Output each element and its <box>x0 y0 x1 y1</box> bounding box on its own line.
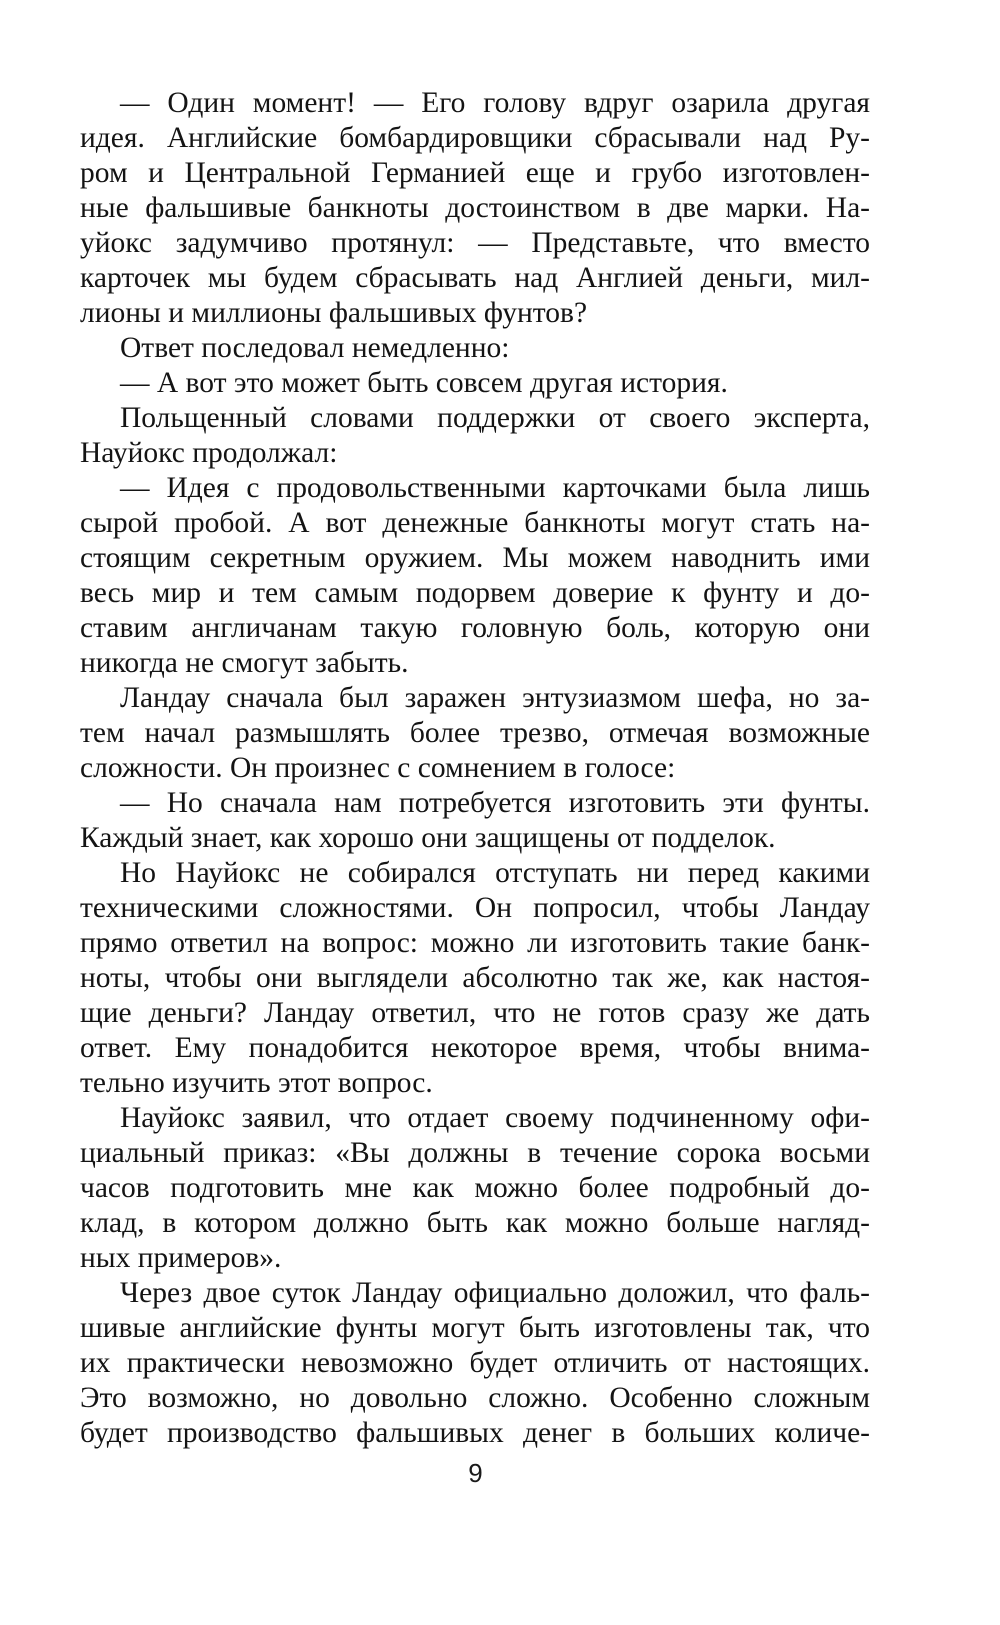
text-line: Науйокс заявил, что отдает своему подчиненному офи- <box>120 1102 870 1134</box>
paragraph <box>80 366 870 401</box>
text-line: Это возможно, но довольно сложно. Особенно сложным <box>80 1382 870 1414</box>
paragraph <box>80 786 870 856</box>
paragraph <box>80 1101 870 1276</box>
text-line: прямо ответил на вопрос: можно ли изготовить такие банк- <box>80 927 870 959</box>
page-body <box>80 86 870 1451</box>
paragraph <box>80 401 870 471</box>
paragraph <box>80 1276 870 1451</box>
paragraph <box>80 471 870 681</box>
text-line: лионы и миллионы фальшивых фунтов? <box>80 297 588 329</box>
text-line: тем начал размышлять более трезво, отмечая возможные <box>80 717 870 749</box>
text-line: Каждый знает, как хорошо они защищены от подделок. <box>80 822 776 854</box>
text-line: сложности. Он произнес с сомнением в голосе: <box>80 752 676 784</box>
text-line: Ответ последовал немедленно: <box>120 332 510 364</box>
text-line: их практически невозможно будет отличить от настоящих. <box>80 1347 870 1379</box>
text-line: часов подготовить мне как можно более подробный до- <box>80 1172 870 1204</box>
text-line: никогда не смогут забыть. <box>80 647 409 679</box>
text-line: ные фальшивые банкноты достоинством в две марки. На- <box>80 192 870 224</box>
text-line: — Один момент! — Его голову вдруг озарила другая <box>120 87 870 119</box>
text-line: Науйокс продолжал: <box>80 437 338 469</box>
text-line: шивые английские фунты могут быть изготовлены так, что <box>80 1312 870 1344</box>
text-line: стоящим секретным оружием. Мы можем наводнить ими <box>80 542 870 574</box>
text-line: карточек мы будем сбрасывать над Англией деньги, мил- <box>80 262 870 294</box>
text-line: ставим англичанам такую головную боль, которую они <box>80 612 870 644</box>
paragraph <box>80 331 870 366</box>
text-line: щие деньги? Ландау ответил, что не готов сразу же дать <box>80 997 870 1029</box>
text-line: тельно изучить этот вопрос. <box>80 1067 433 1099</box>
text-line: техническими сложностями. Он попросил, чтобы Ландау <box>80 892 870 924</box>
paragraph <box>80 681 870 786</box>
text-line: идея. Английские бомбардировщики сбрасывали над Ру- <box>80 122 870 154</box>
text-line: клад, в котором должно быть как можно больше нагляд- <box>80 1207 870 1239</box>
page-number: 9 <box>468 1458 483 1488</box>
text-line: — Но сначала нам потребуется изготовить эти фунты. <box>120 787 870 819</box>
text-line: ответ. Ему понадобится некоторое время, чтобы внима- <box>80 1032 870 1064</box>
text-line: ноты, чтобы они выглядели абсолютно так же, как настоя- <box>80 962 870 994</box>
text-line: сырой пробой. А вот денежные банкноты могут стать на- <box>80 507 870 539</box>
text-line: циальный приказ: «Вы должны в течение сорока восьми <box>80 1137 870 1169</box>
text-line: уйокс задумчиво протянул: — Представьте, что вместо <box>80 227 870 259</box>
paragraph <box>80 86 870 331</box>
text-line: будет производство фальшивых денег в больших количе- <box>80 1417 870 1449</box>
paragraph <box>80 856 870 1101</box>
text-line: Но Науйокс не собирался отступать ни перед какими <box>120 857 870 889</box>
text-line: — А вот это может быть совсем другая история. <box>120 367 728 399</box>
text-line: Польщенный словами поддержки от своего эксперта, <box>120 402 870 434</box>
text-line: весь мир и тем самым подорвем доверие к фунту и до- <box>80 577 870 609</box>
text-line: Через двое суток Ландау официально доложил, что фаль- <box>120 1277 870 1309</box>
text-line: ром и Центральной Германией еще и грубо изготовлен- <box>80 157 870 189</box>
text-line: — Идея с продовольственными карточками была лишь <box>120 472 870 504</box>
text-line: ных примеров». <box>80 1242 282 1274</box>
text-line: Ландау сначала был заражен энтузиазмом шефа, но за- <box>120 682 870 714</box>
